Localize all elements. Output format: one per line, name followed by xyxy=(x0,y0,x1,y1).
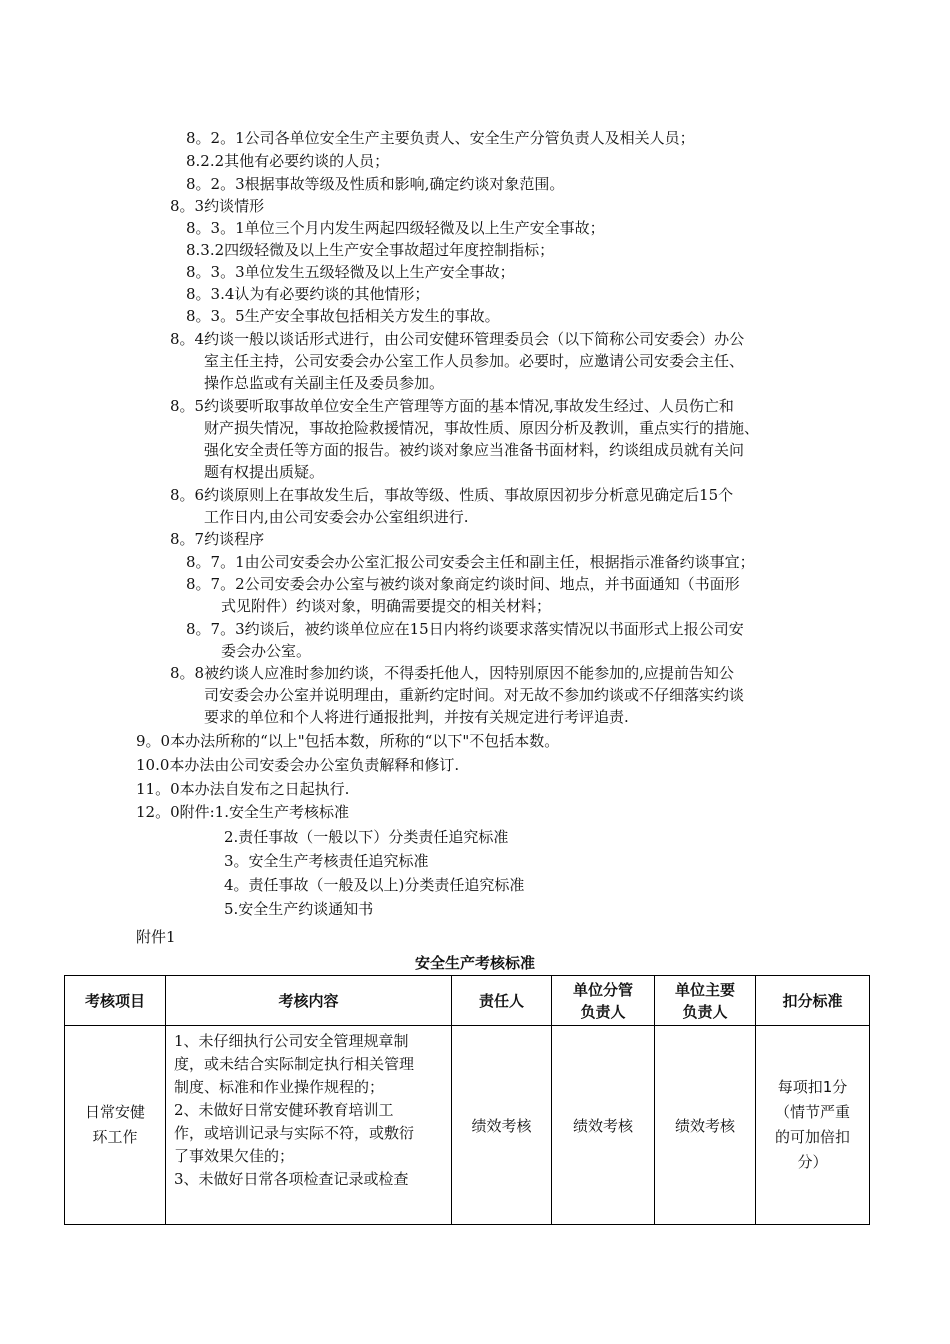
table-title: 安全生产考核标准 xyxy=(414,954,535,972)
clause-8-3-5: 8。3。5生产安全事故包括相关方发生的事故。 xyxy=(186,307,500,325)
attachment-item: 2.责任事故（一般以下）分类责任追究标准 xyxy=(224,828,509,846)
header-head xyxy=(655,976,756,1026)
header-content: 考核内容 xyxy=(166,976,452,1026)
header-responsible: 责任人 xyxy=(452,976,552,1026)
header-item: 考核项目 xyxy=(65,976,166,1026)
clause-8-5-cont: 强化安全责任等方面的报告。被约谈对象应当准备书面材料，约谈组成员就有关问 xyxy=(204,441,745,459)
table-header-row xyxy=(65,976,870,1026)
content-line: 2、未做好日常安健环教育培训工 xyxy=(174,1101,394,1119)
header-deputy xyxy=(552,976,655,1026)
clause-8-7-1: 8。7。1由公司安委会办公室汇报公司安委会主任和副主任，根据指示准备约谈事宜； xyxy=(186,553,755,571)
cell-item xyxy=(65,1026,166,1225)
clause-8-7-3-cont: 委会办公室。 xyxy=(221,642,312,660)
clause-9: 9。0本办法所称的“以上"包括本数，所称的“以下"不包括本数。 xyxy=(136,732,560,750)
clause-11: 11。0本办法自发布之日起执行. xyxy=(136,780,350,798)
cell-responsible: 绩效考核 xyxy=(452,1026,552,1225)
clause-8-6-cont: 工作日内,由公司安委会办公室组织进行. xyxy=(204,508,469,526)
clause-12: 12。0附件:1.安全生产考核标准 xyxy=(136,803,349,821)
content-line: 了事效果欠佳的； xyxy=(174,1147,295,1165)
clause-8-7-2-cont: 式见附件）约谈对象，明确需要提交的相关材料； xyxy=(221,597,552,615)
header-head-label: 单位主要 负责人 xyxy=(674,980,735,1021)
clause-8-3-2: 8.3.2四级轻微及以上生产安全事故超过年度控制指标； xyxy=(186,241,555,259)
header-deduction: 扣分标准 xyxy=(756,976,870,1026)
content-line: 1、未仔细执行公司安全管理规章制 xyxy=(174,1032,409,1050)
deduction-line: 分） xyxy=(797,1153,828,1171)
table-row xyxy=(65,1026,870,1225)
clause-8-2-1: 8。2。1公司各单位安全生产主要负责人、安全生产分管负责人及相关人员； xyxy=(186,129,695,147)
clause-10: 10.0本办法由公司安委会办公室负责解释和修订. xyxy=(136,756,460,774)
clause-8-4-cont: 操作总监或有关副主任及委员参加。 xyxy=(204,374,445,392)
clause-8-3-4: 8。3.4认为有必要约谈的其他情形； xyxy=(186,285,430,303)
content-line: 度，或未结合实际制定执行相关管理 xyxy=(174,1055,415,1073)
clause-8-8-cont: 司安委会办公室并说明理由，重新约定时间。对无故不参加约谈或不仔细落实约谈 xyxy=(204,686,745,704)
clause-8-3-3: 8。3。3单位发生五级轻微及以上生产安全事故； xyxy=(186,263,515,281)
cell-deduction xyxy=(756,1026,870,1225)
clause-8-8-cont: 要求的单位和个人将进行通报批判，并按有关规定进行考评追责. xyxy=(204,708,629,726)
cell-item-label: 日常安健 环工作 xyxy=(84,1103,145,1146)
content-line: 作，或培训记录与实际不符，或敷衍 xyxy=(174,1124,415,1142)
content-line: 3、未做好日常各项检查记录或检查 xyxy=(174,1170,409,1188)
clause-8-2-3: 8。2。3根据事故等级及性质和影响,确定约谈对象范围。 xyxy=(186,175,565,193)
attachment-item: 3。安全生产考核责任追究标准 xyxy=(224,852,429,870)
deduction-line: （情节严重 xyxy=(774,1103,850,1121)
clause-8-6: 8。6约谈原则上在事故发生后，事故等级、性质、事故原因初步分析意见确定后15个 xyxy=(170,486,734,504)
cell-head: 绩效考核 xyxy=(655,1026,756,1225)
clause-8-7-3: 8。7。3约谈后，被约谈单位应在15日内将约谈要求落实情况以书面形式上报公司安 xyxy=(186,620,744,638)
deduction-line: 的可加倍扣 xyxy=(774,1128,850,1146)
clause-8-3: 8。3约谈情形 xyxy=(170,197,265,215)
clause-8-5-cont: 财产损失情况，事故抢险救援情况，事故性质、原因分析及教训，重点实行的措施、 xyxy=(204,419,760,437)
assessment-table xyxy=(64,975,870,1225)
clause-8-7: 8。7约谈程序 xyxy=(170,530,265,548)
attachment-label: 附件1 xyxy=(136,928,176,946)
clause-8-7-2: 8。7。2公司安委会办公室与被约谈对象商定约谈时间、地点，并书面通知（书面形 xyxy=(186,575,740,593)
clause-8-4: 8。4约谈一般以谈话形式进行，由公司安健环管理委员会（以下简称公司安委会）办公 xyxy=(170,330,745,348)
clause-8-4-cont: 室主任主持，公司安委会办公室工作人员参加。必要时，应邀请公司安委会主任、 xyxy=(204,352,745,370)
cell-content xyxy=(166,1026,452,1225)
clause-8-5: 8。5约谈要听取事故单位安全生产管理等方面的基本情况,事故发生经过、人员伤亡和 xyxy=(170,397,734,415)
clause-8-8: 8。8被约谈人应准时参加约谈，不得委托他人，因特别原因不能参加的,应提前告知公 xyxy=(170,664,734,682)
clause-8-2-2: 8.2.2其他有必要约谈的人员； xyxy=(186,152,390,170)
content-line: 制度、标准和作业操作规程的； xyxy=(174,1078,385,1096)
deduction-line: 每项扣1分 xyxy=(777,1078,848,1096)
header-deputy-label: 单位分管 负责人 xyxy=(572,980,633,1021)
attachment-item: 4。责任事故（一般及以上)分类责任追究标准 xyxy=(224,876,525,894)
attachment-item: 5.安全生产约谈通知书 xyxy=(224,900,374,918)
cell-deputy: 绩效考核 xyxy=(552,1026,655,1225)
clause-8-3-1: 8。3。1单位三个月内发生两起四级轻微及以上生产安全事故； xyxy=(186,219,605,237)
clause-8-5-cont: 题有权提出质疑。 xyxy=(204,463,325,481)
